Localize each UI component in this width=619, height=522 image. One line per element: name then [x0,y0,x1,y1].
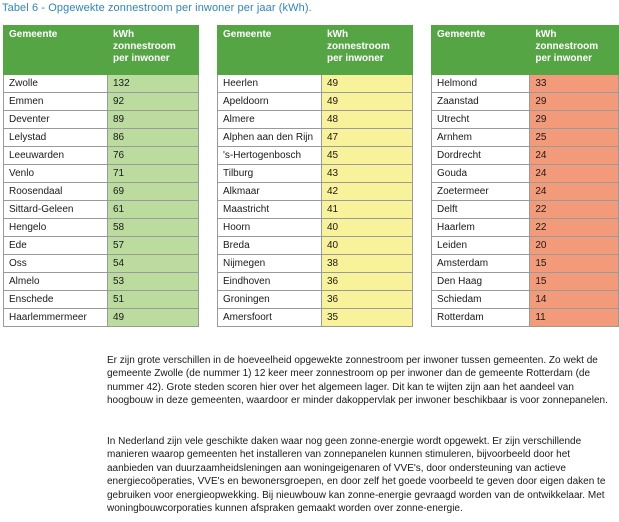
kwh-value-cell: 35 [322,309,413,327]
table-row [218,201,413,219]
kwh-value-cell: 29 [530,93,619,111]
table-row [432,111,619,129]
kwh-value-cell: 45 [322,147,413,165]
gemeente-cell: Den Haag [432,273,530,291]
kwh-value-cell: 86 [108,129,199,147]
gemeente-cell: Maastricht [218,201,322,219]
table-row [218,111,413,129]
gemeente-cell: Oss [4,255,108,273]
kwh-value-cell: 29 [530,111,619,129]
gemeente-cell: Haarlem [432,219,530,237]
table-row [218,309,413,327]
header-kwh-line1: kWh [535,29,557,40]
table-row [4,219,199,237]
gemeente-cell: Helmond [432,75,530,93]
kwh-value-cell: 76 [108,147,199,165]
kwh-value-cell: 42 [322,183,413,201]
gemeente-cell: Leiden [432,237,530,255]
kwh-value-cell: 69 [108,183,199,201]
kwh-value-cell: 47 [322,129,413,147]
data-table [3,25,199,327]
gemeente-cell: Utrecht [432,111,530,129]
gemeente-cell: Enschede [4,291,108,309]
gemeente-cell: Hoorn [218,219,322,237]
table-row [432,147,619,165]
kwh-value-cell: 36 [322,273,413,291]
gemeente-cell: Rotterdam [432,309,530,327]
table-row [4,129,199,147]
table-row [218,273,413,291]
kwh-value-cell: 51 [108,291,199,309]
header-kwh-line1: kWh [113,29,135,40]
header-kwh [322,26,413,75]
header-kwh-line1: kWh [327,29,349,40]
gemeente-cell: Roosendaal [4,183,108,201]
header-kwh-line2: zonnestroom [113,41,176,52]
kwh-value-cell: 24 [530,165,619,183]
gemeente-cell: Nijmegen [218,255,322,273]
kwh-value-cell: 49 [108,309,199,327]
kwh-value-cell: 40 [322,237,413,255]
gemeente-cell: Tilburg [218,165,322,183]
kwh-value-cell: 48 [322,111,413,129]
gemeente-cell: Zwolle [4,75,108,93]
header-kwh-line3: per inwoner [327,53,384,64]
header-gemeente: Gemeente [218,26,322,75]
table-row [4,183,199,201]
gemeente-cell: Breda [218,237,322,255]
table-row [4,201,199,219]
table-low [431,25,619,327]
table-row [218,75,413,93]
table-row [4,255,199,273]
kwh-value-cell: 33 [530,75,619,93]
table-row [218,237,413,255]
header-kwh-line2: zonnestroom [327,41,390,52]
kwh-value-cell: 89 [108,111,199,129]
table-row [218,291,413,309]
table-row [4,309,199,327]
table-row [432,237,619,255]
kwh-value-cell: 53 [108,273,199,291]
table-row [4,273,199,291]
header-gemeente: Gemeente [432,26,530,75]
gemeente-cell: Lelystad [4,129,108,147]
kwh-value-cell: 25 [530,129,619,147]
table-row [432,93,619,111]
paragraph-2: In Nederland zijn vele geschikte daken waar nog geen zonne-energie wordt opgewekt. Er zijn verschillende manieren waarop gemeenten het installeren van zonnepanelen kunnen stimuleren, bijvoorbeeld door het aanbieden van duurzaamheidsleningen aan woningeigenaren of VVE's, door ondersteuning van actieve energiecoöperaties, VVE's en bewonersgroepen, en door zelf het goede voorbeeld te geven door eigen daken te gebruiken voor energieopwekking. Bij nieuwbouw kan zonne-energie gevraagd worden van de ontwikkelaar. Met woningbouwcorporaties kunnen afspraken gemaakt worden over zonne-energie. [107,436,606,515]
table-row [432,309,619,327]
table-row [432,183,619,201]
kwh-value-cell: 15 [530,255,619,273]
table-row [218,219,413,237]
table-row [432,273,619,291]
gemeente-cell: Amsterdam [432,255,530,273]
table-row [4,291,199,309]
gemeente-cell: Arnhem [432,129,530,147]
kwh-value-cell: 49 [322,75,413,93]
table-row [432,165,619,183]
table-row [218,93,413,111]
gemeente-cell: Alphen aan den Rijn [218,129,322,147]
kwh-value-cell: 40 [322,219,413,237]
header-kwh [108,26,199,75]
kwh-value-cell: 11 [530,309,619,327]
gemeente-cell: Schiedam [432,291,530,309]
kwh-value-cell: 54 [108,255,199,273]
kwh-value-cell: 22 [530,219,619,237]
gemeente-cell: Hengelo [4,219,108,237]
table-row [218,129,413,147]
kwh-value-cell: 20 [530,237,619,255]
kwh-value-cell: 24 [530,183,619,201]
table-row [218,165,413,183]
kwh-value-cell: 14 [530,291,619,309]
kwh-value-cell: 57 [108,237,199,255]
gemeente-cell: Groningen [218,291,322,309]
gemeente-cell: Deventer [4,111,108,129]
table-row [218,147,413,165]
table-row [218,255,413,273]
table-row [4,75,199,93]
header-kwh-line3: per inwoner [113,53,170,64]
kwh-value-cell: 15 [530,273,619,291]
gemeente-cell: Eindhoven [218,273,322,291]
gemeente-cell: Sittard-Geleen [4,201,108,219]
table-high [3,25,199,327]
gemeente-cell: Heerlen [218,75,322,93]
table-mid [217,25,413,327]
kwh-value-cell: 49 [322,93,413,111]
gemeente-cell: Venlo [4,165,108,183]
gemeente-cell: Delft [432,201,530,219]
table-caption: Tabel 6 - Opgewekte zonnestroom per inwoner per jaar (kWh). [2,2,312,14]
kwh-value-cell: 61 [108,201,199,219]
kwh-value-cell: 132 [108,75,199,93]
gemeente-cell: Alkmaar [218,183,322,201]
kwh-value-cell: 43 [322,165,413,183]
gemeente-cell: Dordrecht [432,147,530,165]
kwh-value-cell: 92 [108,93,199,111]
table-row [432,129,619,147]
gemeente-cell: Zoetermeer [432,183,530,201]
gemeente-cell: Haarlemmermeer [4,309,108,327]
kwh-value-cell: 24 [530,147,619,165]
gemeente-cell: Amersfoort [218,309,322,327]
table-row [4,165,199,183]
gemeente-cell: Almelo [4,273,108,291]
header-kwh [530,26,619,75]
gemeente-cell: Gouda [432,165,530,183]
kwh-value-cell: 58 [108,219,199,237]
kwh-value-cell: 38 [322,255,413,273]
gemeente-cell: Leeuwarden [4,147,108,165]
table-row [432,255,619,273]
gemeente-cell: Almere [218,111,322,129]
table-row [432,291,619,309]
kwh-value-cell: 71 [108,165,199,183]
table-row [432,201,619,219]
kwh-value-cell: 41 [322,201,413,219]
table-row [432,219,619,237]
table-row [218,183,413,201]
kwh-value-cell: 36 [322,291,413,309]
data-table [431,25,619,327]
gemeente-cell: Emmen [4,93,108,111]
table-row [4,93,199,111]
table-row [4,111,199,129]
kwh-value-cell: 22 [530,201,619,219]
gemeente-cell: 's-Hertogenbosch [218,147,322,165]
data-table [217,25,413,327]
table-row [432,75,619,93]
gemeente-cell: Ede [4,237,108,255]
header-kwh-line2: zonnestroom [535,41,599,52]
table-row [4,237,199,255]
gemeente-cell: Zaanstad [432,93,530,111]
table-row [4,147,199,165]
paragraph-1: Er zijn grote verschillen in de hoeveelheid opgewekte zonnestroom per inwoner tussen gemeenten. Zo wekt de gemeente Zwolle (de nummer 1) 12 keer meer zonnestroom op per inwoner dan de gemeente Rotterdam (de nummer 42). Grote steden scoren hier over het algemeen lager. Dit kan te wijten zijn aan het aandeel van hoogbouw in deze gemeenten, waardoor er minder dakoppervlak per inwoner beschikbaar is voor zonnepanelen. [107,355,608,407]
header-kwh-line3: per inwoner [535,53,593,64]
header-gemeente: Gemeente [4,26,108,75]
gemeente-cell: Apeldoorn [218,93,322,111]
